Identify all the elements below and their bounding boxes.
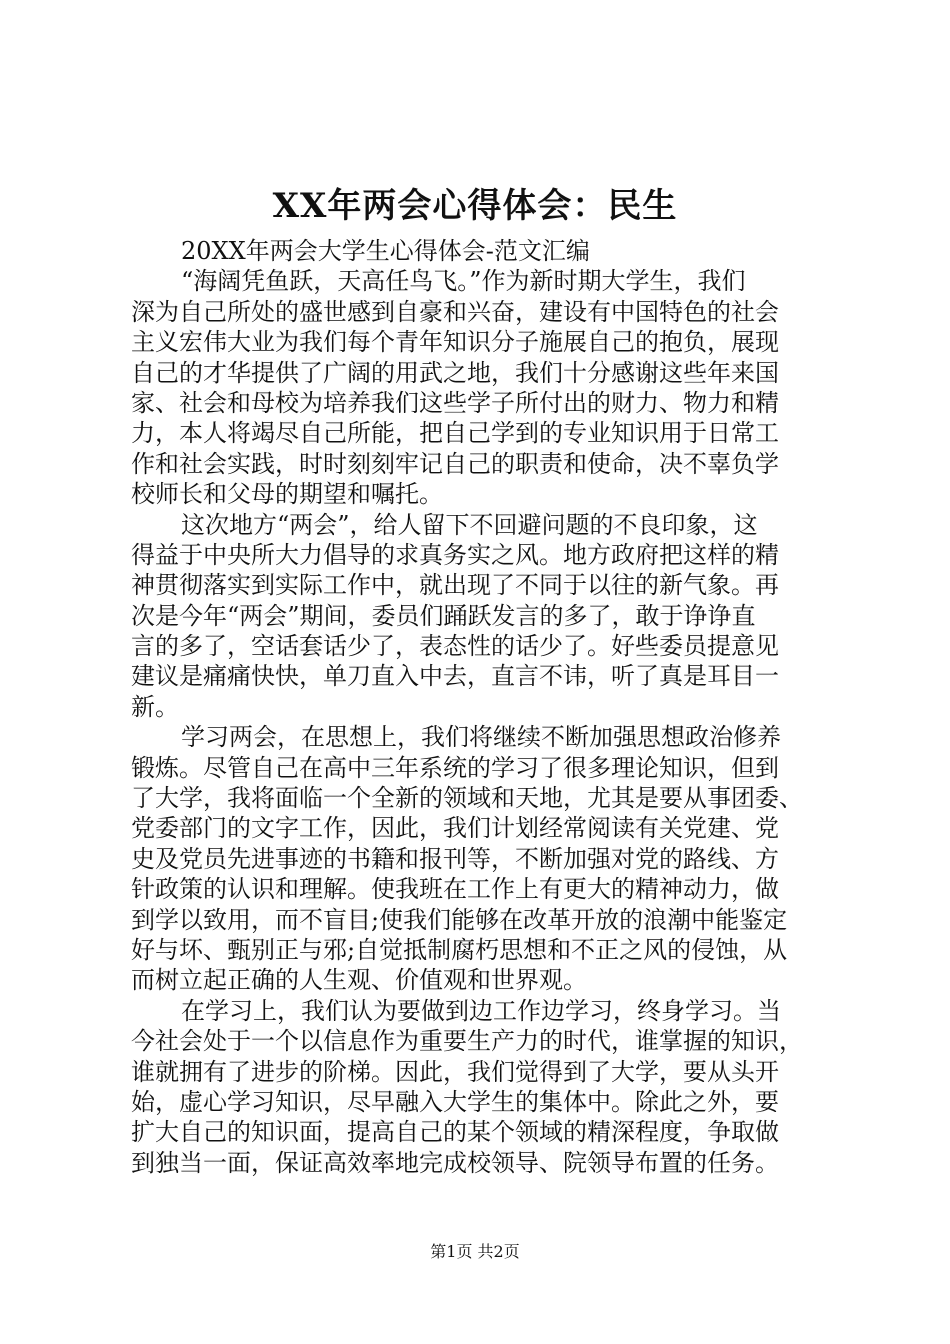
text-line: 今社会处于一个以信息作为重要生产力的时代，谁掌握的知识，	[131, 1027, 803, 1056]
text-line: 扩大自己的知识面，提高自己的某个领域的精深程度，争取做	[131, 1118, 779, 1147]
page-footer: 第1页 共2页	[430, 1242, 520, 1261]
text-line: 建议是痛痛快快，单刀直入中去，直言不讳，听了真是耳目一	[131, 662, 779, 691]
text-line: 史及党员先进事迹的书籍和报刊等，不断加强对党的路线、方	[131, 844, 779, 873]
document-body	[131, 236, 831, 1178]
text-line: 党委部门的文字工作，因此，我们计划经常阅读有关党建、党	[131, 814, 779, 843]
document-title: XX年两会心得体会：民生	[272, 186, 678, 226]
text-line: 锻炼。尽管自己在高中三年系统的学习了很多理论知识，但到	[131, 753, 779, 782]
text-line: 针政策的认识和理解。使我班在工作上有更大的精神动力，做	[131, 875, 779, 904]
text-line: 好与坏、甄别正与邪;自觉抵制腐朽思想和不正之风的侵蚀，从	[131, 935, 788, 964]
text-line: 力，本人将竭尽自己所能，把自己学到的专业知识用于日常工	[131, 419, 779, 448]
text-line: 这次地方“两会”，给人留下不回避问题的不良印象，这	[181, 510, 758, 539]
text-line: 而树立起正确的人生观、价值观和世界观。	[131, 966, 587, 995]
text-line: 言的多了，空话套话少了，表态性的话少了。好些委员提意见	[131, 632, 779, 661]
text-line: 深为自己所处的盛世感到自豪和兴奋，建设有中国特色的社会	[131, 297, 779, 326]
text-line: 校师长和父母的期望和嘱托。	[131, 480, 443, 509]
text-line: 在学习上，我们认为要做到边工作边学习，终身学习。当	[181, 996, 781, 1025]
text-line: 主义宏伟大业为我们每个青年知识分子施展自己的抱负，展现	[131, 328, 779, 357]
text-line: 家、社会和母校为培养我们这些学子所付出的财力、物力和精	[131, 388, 779, 417]
text-line: 学习两会，在思想上，我们将继续不断加强思想政治修养	[181, 723, 781, 752]
text-line: 新。	[131, 692, 179, 721]
text-line: 作和社会实践，时时刻刻牢记自己的职责和使命，决不辜负学	[131, 449, 779, 478]
text-line: 20XX年两会大学生心得体会-范文汇编	[181, 237, 590, 265]
text-line: 到学以致用，而不盲目;使我们能够在改革开放的浪潮中能鉴定	[131, 905, 788, 934]
text-line: 神贯彻落实到实际工作中，就出现了不同于以往的新气象。再	[131, 571, 779, 600]
text-line: 次是今年“两会”期间，委员们踊跃发言的多了，敢于诤诤直	[131, 601, 756, 630]
text-line: 了大学，我将面临一个全新的领域和天地，尤其是要从事团委、	[131, 784, 803, 813]
text-line: 始，虚心学习知识，尽早融入大学生的集体中。除此之外，要	[131, 1087, 779, 1116]
text-line: 得益于中央所大力倡导的求真务实之风。地方政府把这样的精	[131, 540, 779, 569]
text-line: 自己的才华提供了广阔的用武之地，我们十分感谢这些年来国	[131, 358, 779, 387]
text-line: 谁就拥有了进步的阶梯。因此，我们觉得到了大学，要从头开	[131, 1057, 779, 1086]
text-line: “海阔凭鱼跃，天高任鸟飞。”作为新时期大学生，我们	[181, 267, 746, 296]
text-line: 到独当一面，保证高效率地完成校领导、院领导布置的任务。	[131, 1148, 779, 1177]
